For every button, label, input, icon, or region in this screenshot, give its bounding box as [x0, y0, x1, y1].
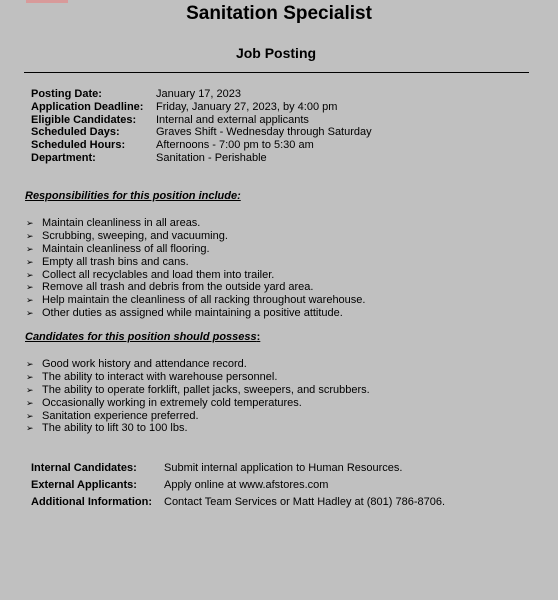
- list-item-text: Collect all recyclables and load them into trailer.: [42, 268, 275, 281]
- arrow-bullet-icon: ➢: [26, 308, 34, 319]
- arrow-bullet-icon: ➢: [26, 410, 34, 421]
- contact-row: [31, 494, 445, 511]
- qualifications-heading-colon: :: [256, 331, 261, 343]
- contact-info: [31, 460, 445, 510]
- list-item: [26, 243, 365, 256]
- responsibilities-list: [26, 217, 365, 320]
- detail-row: [31, 126, 372, 139]
- list-item-text: The ability to operate forklift, pallet jacks, sweepers, and scrubbers.: [42, 383, 370, 396]
- arrow-bullet-icon: ➢: [26, 397, 34, 408]
- arrow-bullet-icon: ➢: [26, 384, 34, 395]
- contact-value: Submit internal application to Human Resources.: [164, 462, 403, 474]
- list-item-text: Maintain cleanliness in all areas.: [42, 217, 201, 229]
- contact-row: [31, 477, 445, 494]
- arrow-bullet-icon: ➢: [26, 243, 34, 254]
- detail-row: [31, 101, 372, 114]
- arrow-bullet-icon: ➢: [26, 230, 34, 241]
- list-item: [26, 397, 370, 410]
- list-item: [26, 422, 370, 435]
- list-item-text: Occasionally working in extremely cold temperatures.: [42, 396, 302, 409]
- detail-value: January 17, 2023: [156, 88, 242, 100]
- list-item-text: Empty all trash bins and cans.: [42, 255, 189, 268]
- arrow-bullet-icon: ➢: [26, 371, 34, 382]
- detail-value: Friday, January 27, 2023, by 4:00 pm: [156, 100, 338, 113]
- list-item: [26, 358, 370, 371]
- arrow-bullet-icon: ➢: [26, 282, 34, 293]
- arrow-bullet-icon: ➢: [26, 218, 34, 228]
- list-item-text: Scrubbing, sweeping, and vacuuming.: [42, 229, 228, 242]
- arrow-bullet-icon: ➢: [26, 256, 34, 267]
- list-item: [26, 256, 365, 269]
- job-details: [31, 88, 372, 165]
- qualifications-list: [26, 358, 370, 435]
- list-item: [26, 281, 365, 294]
- detail-row: [31, 114, 372, 127]
- contact-label: External Applicants:: [31, 478, 137, 491]
- detail-row: [31, 88, 372, 101]
- list-item: [26, 217, 365, 230]
- contact-label: Internal Candidates:: [31, 462, 137, 474]
- page-subtitle: Job Posting: [235, 45, 317, 61]
- detail-row: [31, 152, 372, 165]
- detail-value: Graves Shift - Wednesday through Saturday: [156, 126, 372, 139]
- detail-value: Sanitation - Perishable: [156, 151, 267, 164]
- list-item-text: Good work history and attendance record.: [42, 358, 247, 370]
- detail-value: Internal and external applicants: [156, 113, 309, 126]
- detail-row: [31, 139, 372, 152]
- divider: [24, 72, 529, 73]
- detail-label: Posting Date:: [31, 88, 102, 100]
- list-item: [26, 294, 365, 307]
- list-item: [26, 269, 365, 282]
- arrow-bullet-icon: ➢: [26, 359, 34, 369]
- detail-label: Scheduled Days:: [31, 126, 120, 139]
- arrow-bullet-icon: ➢: [26, 295, 34, 306]
- qualifications-heading-text: Candidates for this position should possess: [25, 331, 257, 343]
- detail-label: Scheduled Hours:: [31, 139, 126, 152]
- contact-value: Apply online at www.afstores.com: [164, 478, 329, 491]
- detail-label: Application Deadline:: [31, 100, 144, 113]
- list-item-text: Other duties as assigned while maintaining a positive attitude.: [42, 307, 343, 320]
- detail-value: Afternoons - 7:00 pm to 5:30 am: [156, 139, 314, 152]
- list-item-text: Maintain cleanliness of all flooring.: [42, 242, 210, 255]
- qualifications-heading: [25, 331, 260, 343]
- page-title: Sanitation Specialist: [186, 3, 372, 24]
- detail-label: Department:: [31, 151, 96, 164]
- contact-label: Additional Information:: [31, 495, 152, 508]
- arrow-bullet-icon: ➢: [26, 423, 34, 434]
- list-item-text: Remove all trash and debris from the outside yard area.: [42, 281, 314, 294]
- responsibilities-heading: Responsibilities for this position include:: [25, 190, 241, 202]
- list-item: [26, 371, 370, 384]
- list-item-text: Sanitation experience preferred.: [42, 409, 199, 422]
- arrow-bullet-icon: ➢: [26, 269, 34, 280]
- list-item: [26, 307, 365, 320]
- detail-label: Eligible Candidates:: [31, 113, 137, 126]
- list-item-text: The ability to lift 30 to 100 lbs.: [42, 422, 188, 435]
- contact-value: Contact Team Services or Matt Hadley at (801) 786-8706.: [164, 495, 446, 508]
- contact-row: [31, 460, 445, 477]
- list-item: [26, 384, 370, 397]
- list-item: [26, 230, 365, 243]
- list-item-text: The ability to interact with warehouse personnel.: [42, 370, 278, 383]
- list-item: [26, 410, 370, 423]
- list-item-text: Help maintain the cleanliness of all racking throughout warehouse.: [42, 294, 366, 307]
